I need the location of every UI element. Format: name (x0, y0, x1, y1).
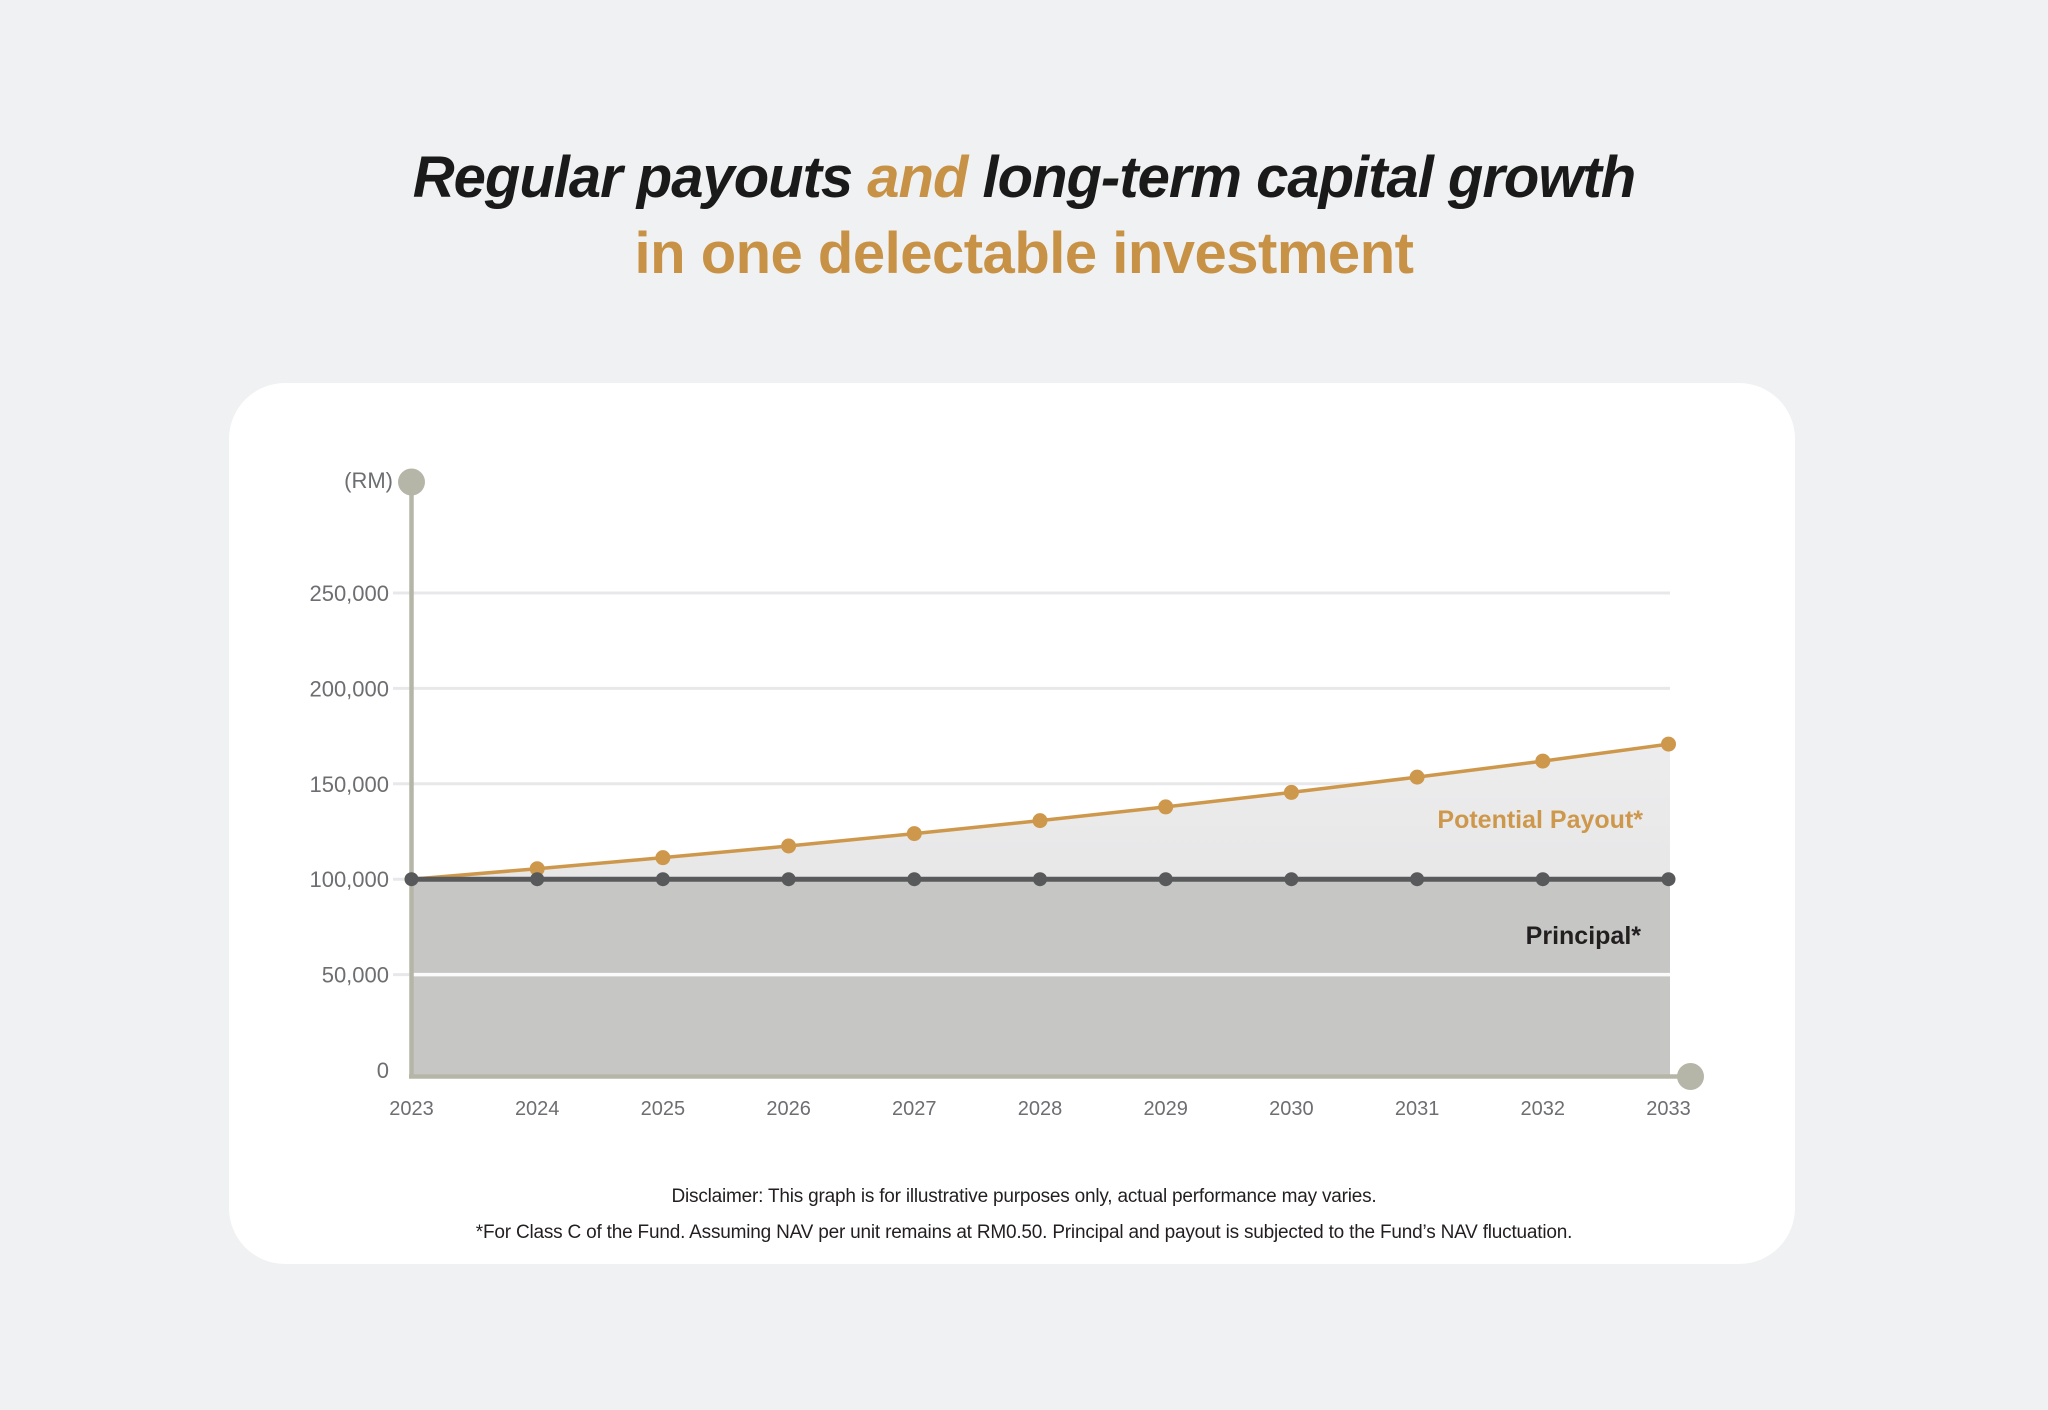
principal-dot (1159, 872, 1173, 886)
principal-dot (1662, 872, 1676, 886)
x-tick-label: 2032 (1520, 1098, 1566, 1120)
y-tick-label: 150,000 (309, 771, 389, 797)
y-tick-label: 100,000 (309, 867, 389, 893)
principal-dot (1536, 872, 1550, 886)
principal-series-label: Principal* (1525, 922, 1641, 950)
payout-dot (1661, 737, 1676, 752)
x-tick-label: 2027 (892, 1098, 937, 1120)
principal-dot (782, 872, 796, 886)
y-tick-label: 0 (376, 1058, 389, 1083)
disclaimer-line2: *For Class C of the Fund. Assuming NAV per unit remains at RM0.50. Principal and payout is subjected to the Fund’s NAV fluctuation. (475, 1222, 1573, 1243)
x-tick-labels (389, 1098, 1691, 1120)
title-line1-part2: long-term capital growth (967, 145, 1636, 210)
principal-dot (405, 872, 419, 886)
payout-series-label: Potential Payout* (1437, 806, 1643, 834)
y-axis-unit-label: (RM) (344, 468, 393, 493)
y-tick-label: 50,000 (321, 962, 389, 988)
payout-dot (1535, 754, 1550, 769)
principal-dot (1284, 872, 1298, 886)
title-line1-highlight: and (867, 145, 968, 210)
x-tick-label: 2028 (1017, 1098, 1063, 1120)
principal-dot (656, 872, 670, 886)
principal-dot (907, 872, 921, 886)
y-tick-label: 200,000 (309, 676, 389, 702)
y-tick-label: 250,000 (309, 581, 389, 606)
x-tick-label: 2023 (389, 1098, 434, 1120)
payout-dot (1410, 770, 1425, 785)
principal-dot (530, 872, 544, 886)
y-tick-labels (309, 581, 389, 1083)
payout-dot (1033, 813, 1048, 828)
principal-area (412, 879, 1671, 1076)
title-line1-part1: Regular payouts (412, 145, 868, 210)
payout-dot (655, 850, 670, 865)
principal-dot (1410, 872, 1424, 886)
y-axis-end-dot (398, 469, 425, 496)
x-tick-label: 2025 (640, 1098, 686, 1120)
x-tick-label: 2031 (1394, 1098, 1440, 1120)
x-tick-label: 2029 (1143, 1098, 1188, 1120)
x-tick-label: 2024 (514, 1098, 560, 1120)
payout-dot (1158, 799, 1173, 814)
x-tick-label: 2033 (1646, 1098, 1691, 1120)
disclaimer-line1: Disclaimer: This graph is for illustrative purposes only, actual performance may varies. (671, 1186, 1377, 1207)
page-title-line2: in one delectable investment (634, 221, 1414, 286)
payout-dot (781, 839, 796, 854)
x-axis-end-dot (1677, 1063, 1704, 1090)
x-tick-label: 2026 (766, 1098, 811, 1120)
x-tick-label: 2030 (1269, 1098, 1314, 1120)
payout-dot (1284, 785, 1299, 800)
payout-dot (907, 826, 922, 841)
principal-dot (1033, 872, 1047, 886)
